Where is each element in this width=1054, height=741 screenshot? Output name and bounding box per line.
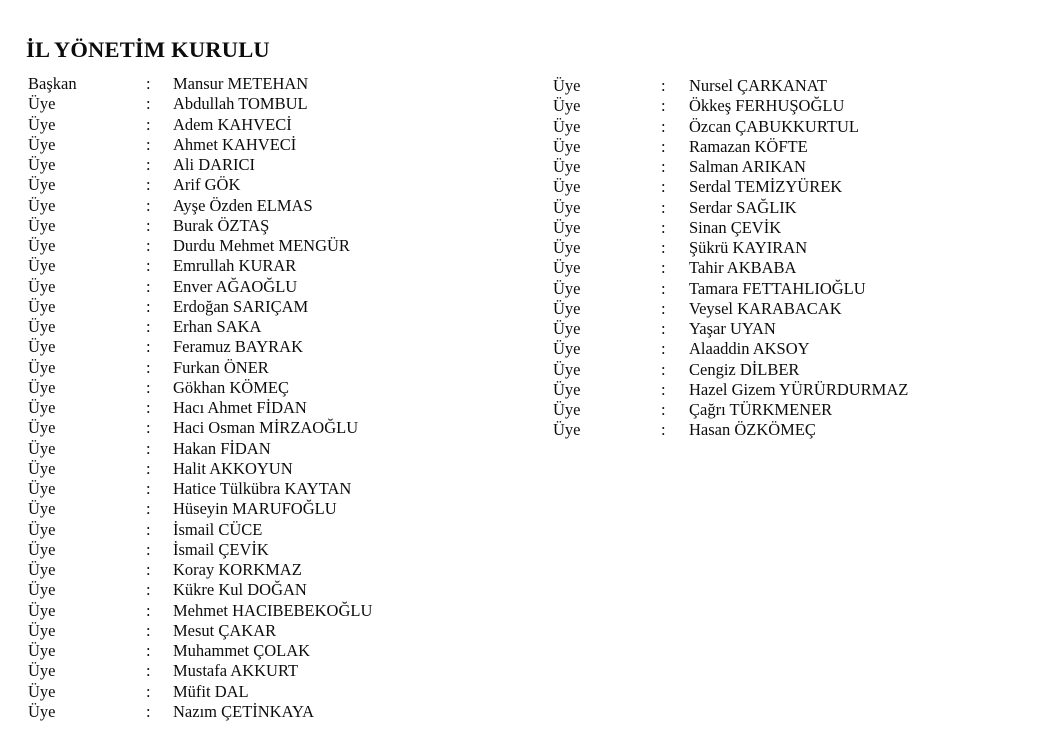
member-role: Üye bbox=[28, 519, 56, 539]
member-role: Üye bbox=[28, 560, 56, 579]
member-name: Ökkeş FERHUŞOĞLU bbox=[689, 96, 845, 116]
member-role: Üye bbox=[553, 339, 581, 359]
separator-colon: : bbox=[146, 438, 151, 458]
member-role: Üye bbox=[28, 539, 56, 559]
member-name: Alaaddin AKSOY bbox=[689, 339, 810, 359]
separator-colon: : bbox=[146, 134, 151, 154]
member-role: Üye bbox=[28, 114, 56, 134]
separator-colon: : bbox=[146, 195, 151, 215]
separator-colon: : bbox=[146, 458, 151, 478]
member-role: Üye bbox=[28, 641, 56, 660]
member-role: Üye bbox=[28, 580, 56, 600]
separator-colon: : bbox=[146, 256, 151, 276]
member-role: Üye bbox=[553, 319, 581, 338]
member-name: Mehmet HACIBEBEKOĞLU bbox=[173, 600, 373, 620]
separator-colon: : bbox=[146, 317, 151, 336]
member-name: İsmail ÇEVİK bbox=[173, 539, 269, 559]
member-name: Haci Osman MİRZAOĞLU bbox=[173, 418, 359, 438]
separator-colon: : bbox=[146, 114, 151, 134]
member-role: Üye bbox=[553, 420, 581, 440]
member-role: Üye bbox=[553, 116, 581, 136]
member-role: Üye bbox=[553, 76, 581, 95]
separator-colon: : bbox=[661, 177, 666, 197]
member-name: Tamara FETTAHLIOĞLU bbox=[689, 278, 866, 298]
member-name: Tahir AKBABA bbox=[689, 258, 797, 278]
member-name: Nursel ÇARKANAT bbox=[689, 76, 827, 95]
separator-colon: : bbox=[146, 539, 151, 559]
member-name: Mustafa AKKURT bbox=[173, 661, 299, 681]
separator-colon: : bbox=[661, 319, 666, 338]
separator-colon: : bbox=[146, 418, 151, 438]
member-name: Müfit DAL bbox=[173, 681, 249, 701]
separator-colon: : bbox=[146, 661, 151, 681]
separator-colon: : bbox=[661, 420, 666, 440]
separator-colon: : bbox=[146, 479, 151, 498]
member-role: Üye bbox=[553, 177, 581, 197]
separator-colon: : bbox=[146, 215, 151, 235]
member-name: Hüseyin MARUFOĞLU bbox=[173, 499, 337, 519]
member-role: Üye bbox=[28, 296, 56, 316]
member-name: Mesut ÇAKAR bbox=[173, 620, 277, 640]
separator-colon: : bbox=[146, 620, 151, 640]
member-name: Halit AKKOYUN bbox=[173, 458, 293, 478]
member-name: Özcan ÇABUKKURTUL bbox=[689, 116, 859, 136]
separator-colon: : bbox=[146, 74, 151, 93]
member-name: Hakan FİDAN bbox=[173, 438, 271, 458]
member-role: Üye bbox=[28, 236, 56, 255]
member-name: Adem KAHVECİ bbox=[173, 114, 292, 134]
separator-colon: : bbox=[661, 116, 666, 136]
separator-colon: : bbox=[146, 701, 151, 721]
member-role: Üye bbox=[28, 256, 56, 276]
separator-colon: : bbox=[146, 519, 151, 539]
member-role: Üye bbox=[28, 317, 56, 336]
member-name: Durdu Mehmet MENGÜR bbox=[173, 236, 350, 255]
member-role: Üye bbox=[28, 134, 56, 154]
member-role: Üye bbox=[28, 398, 56, 417]
member-role: Üye bbox=[553, 217, 581, 237]
member-role: Üye bbox=[28, 377, 56, 397]
separator-colon: : bbox=[661, 379, 666, 399]
member-role: Üye bbox=[28, 661, 56, 681]
member-name: Yaşar UYAN bbox=[689, 319, 776, 338]
separator-colon: : bbox=[661, 157, 666, 176]
member-name: İsmail CÜCE bbox=[173, 519, 263, 539]
separator-colon: : bbox=[146, 276, 151, 296]
member-name: Çağrı TÜRKMENER bbox=[689, 400, 833, 419]
member-role: Üye bbox=[553, 96, 581, 116]
member-role: Üye bbox=[28, 438, 56, 458]
member-name: Burak ÖZTAŞ bbox=[173, 215, 270, 235]
separator-colon: : bbox=[661, 96, 666, 116]
separator-colon: : bbox=[146, 600, 151, 620]
member-name: Abdullah TOMBUL bbox=[173, 94, 308, 114]
member-name: Sinan ÇEVİK bbox=[689, 217, 782, 237]
separator-colon: : bbox=[661, 298, 666, 318]
member-name: Furkan ÖNER bbox=[173, 357, 269, 377]
member-role: Üye bbox=[553, 379, 581, 399]
member-name: Ayşe Özden ELMAS bbox=[173, 195, 313, 215]
separator-colon: : bbox=[146, 641, 151, 660]
separator-colon: : bbox=[146, 155, 151, 174]
member-name: Hazel Gizem YÜRÜRDURMAZ bbox=[689, 379, 909, 399]
member-role: Üye bbox=[28, 94, 56, 114]
member-role: Üye bbox=[28, 600, 56, 620]
page-title: İL YÖNETİM KURULU bbox=[26, 37, 270, 62]
member-name: Şükrü KAYIRAN bbox=[689, 238, 808, 257]
member-name: Arif GÖK bbox=[173, 175, 241, 195]
member-name: Ali DARICI bbox=[173, 155, 256, 174]
separator-colon: : bbox=[661, 136, 666, 156]
member-role: Üye bbox=[28, 195, 56, 215]
separator-colon: : bbox=[661, 258, 666, 278]
member-name: Gökhan KÖMEÇ bbox=[173, 377, 289, 397]
member-role: Üye bbox=[28, 276, 56, 296]
separator-colon: : bbox=[146, 377, 151, 397]
separator-colon: : bbox=[146, 236, 151, 255]
member-role: Üye bbox=[28, 620, 56, 640]
separator-colon: : bbox=[146, 175, 151, 195]
member-role: Üye bbox=[553, 136, 581, 156]
separator-colon: : bbox=[146, 94, 151, 114]
member-name: Emrullah KURAR bbox=[173, 256, 297, 276]
member-role: Üye bbox=[28, 479, 56, 498]
member-role: Üye bbox=[28, 357, 56, 377]
member-role: Üye bbox=[553, 359, 581, 379]
separator-colon: : bbox=[146, 499, 151, 519]
separator-colon: : bbox=[146, 681, 151, 701]
member-name: Hatice Tülkübra KAYTAN bbox=[173, 479, 352, 498]
separator-colon: : bbox=[146, 580, 151, 600]
member-name: Serdar SAĞLIK bbox=[689, 197, 797, 217]
member-name: Enver AĞAOĞLU bbox=[173, 276, 298, 296]
separator-colon: : bbox=[661, 359, 666, 379]
separator-colon: : bbox=[146, 337, 151, 357]
member-name: Veysel KARABACAK bbox=[689, 298, 842, 318]
separator-colon: : bbox=[146, 357, 151, 377]
member-role: Başkan bbox=[28, 74, 77, 93]
member-name: Kükre Kul DOĞAN bbox=[173, 580, 307, 600]
member-name: Hacı Ahmet FİDAN bbox=[173, 398, 307, 417]
member-role: Üye bbox=[553, 278, 581, 298]
member-role: Üye bbox=[28, 215, 56, 235]
member-role: Üye bbox=[28, 337, 56, 357]
member-name: Ahmet KAHVECİ bbox=[173, 134, 297, 154]
member-role: Üye bbox=[553, 157, 581, 176]
separator-colon: : bbox=[661, 339, 666, 359]
member-role: Üye bbox=[28, 418, 56, 438]
member-role: Üye bbox=[28, 155, 56, 174]
separator-colon: : bbox=[661, 197, 666, 217]
separator-colon: : bbox=[146, 398, 151, 417]
member-name: Koray KORKMAZ bbox=[173, 560, 302, 579]
member-name: Feramuz BAYRAK bbox=[173, 337, 304, 357]
separator-colon: : bbox=[661, 238, 666, 257]
member-role: Üye bbox=[28, 458, 56, 478]
member-name: Cengiz DİLBER bbox=[689, 359, 800, 379]
member-role: Üye bbox=[553, 298, 581, 318]
separator-colon: : bbox=[661, 400, 666, 419]
member-role: Üye bbox=[553, 258, 581, 278]
member-role: Üye bbox=[28, 175, 56, 195]
member-name: Erdoğan SARIÇAM bbox=[173, 296, 309, 316]
member-role: Üye bbox=[553, 197, 581, 217]
member-name: Serdal TEMİZYÜREK bbox=[689, 177, 843, 197]
member-role: Üye bbox=[28, 701, 56, 721]
member-role: Üye bbox=[28, 681, 56, 701]
member-name: Ramazan KÖFTE bbox=[689, 136, 808, 156]
separator-colon: : bbox=[146, 296, 151, 316]
member-name: Muhammet ÇOLAK bbox=[173, 641, 311, 660]
member-name: Nazım ÇETİNKAYA bbox=[173, 701, 314, 721]
member-name: Salman ARIKAN bbox=[689, 157, 806, 176]
separator-colon: : bbox=[146, 560, 151, 579]
member-name: Hasan ÖZKÖMEÇ bbox=[689, 420, 816, 440]
member-role: Üye bbox=[28, 499, 56, 519]
member-role: Üye bbox=[553, 238, 581, 257]
separator-colon: : bbox=[661, 76, 666, 95]
member-name: Mansur METEHAN bbox=[173, 74, 309, 93]
separator-colon: : bbox=[661, 217, 666, 237]
separator-colon: : bbox=[661, 278, 666, 298]
member-name: Erhan SAKA bbox=[173, 317, 262, 336]
member-role: Üye bbox=[553, 400, 581, 419]
